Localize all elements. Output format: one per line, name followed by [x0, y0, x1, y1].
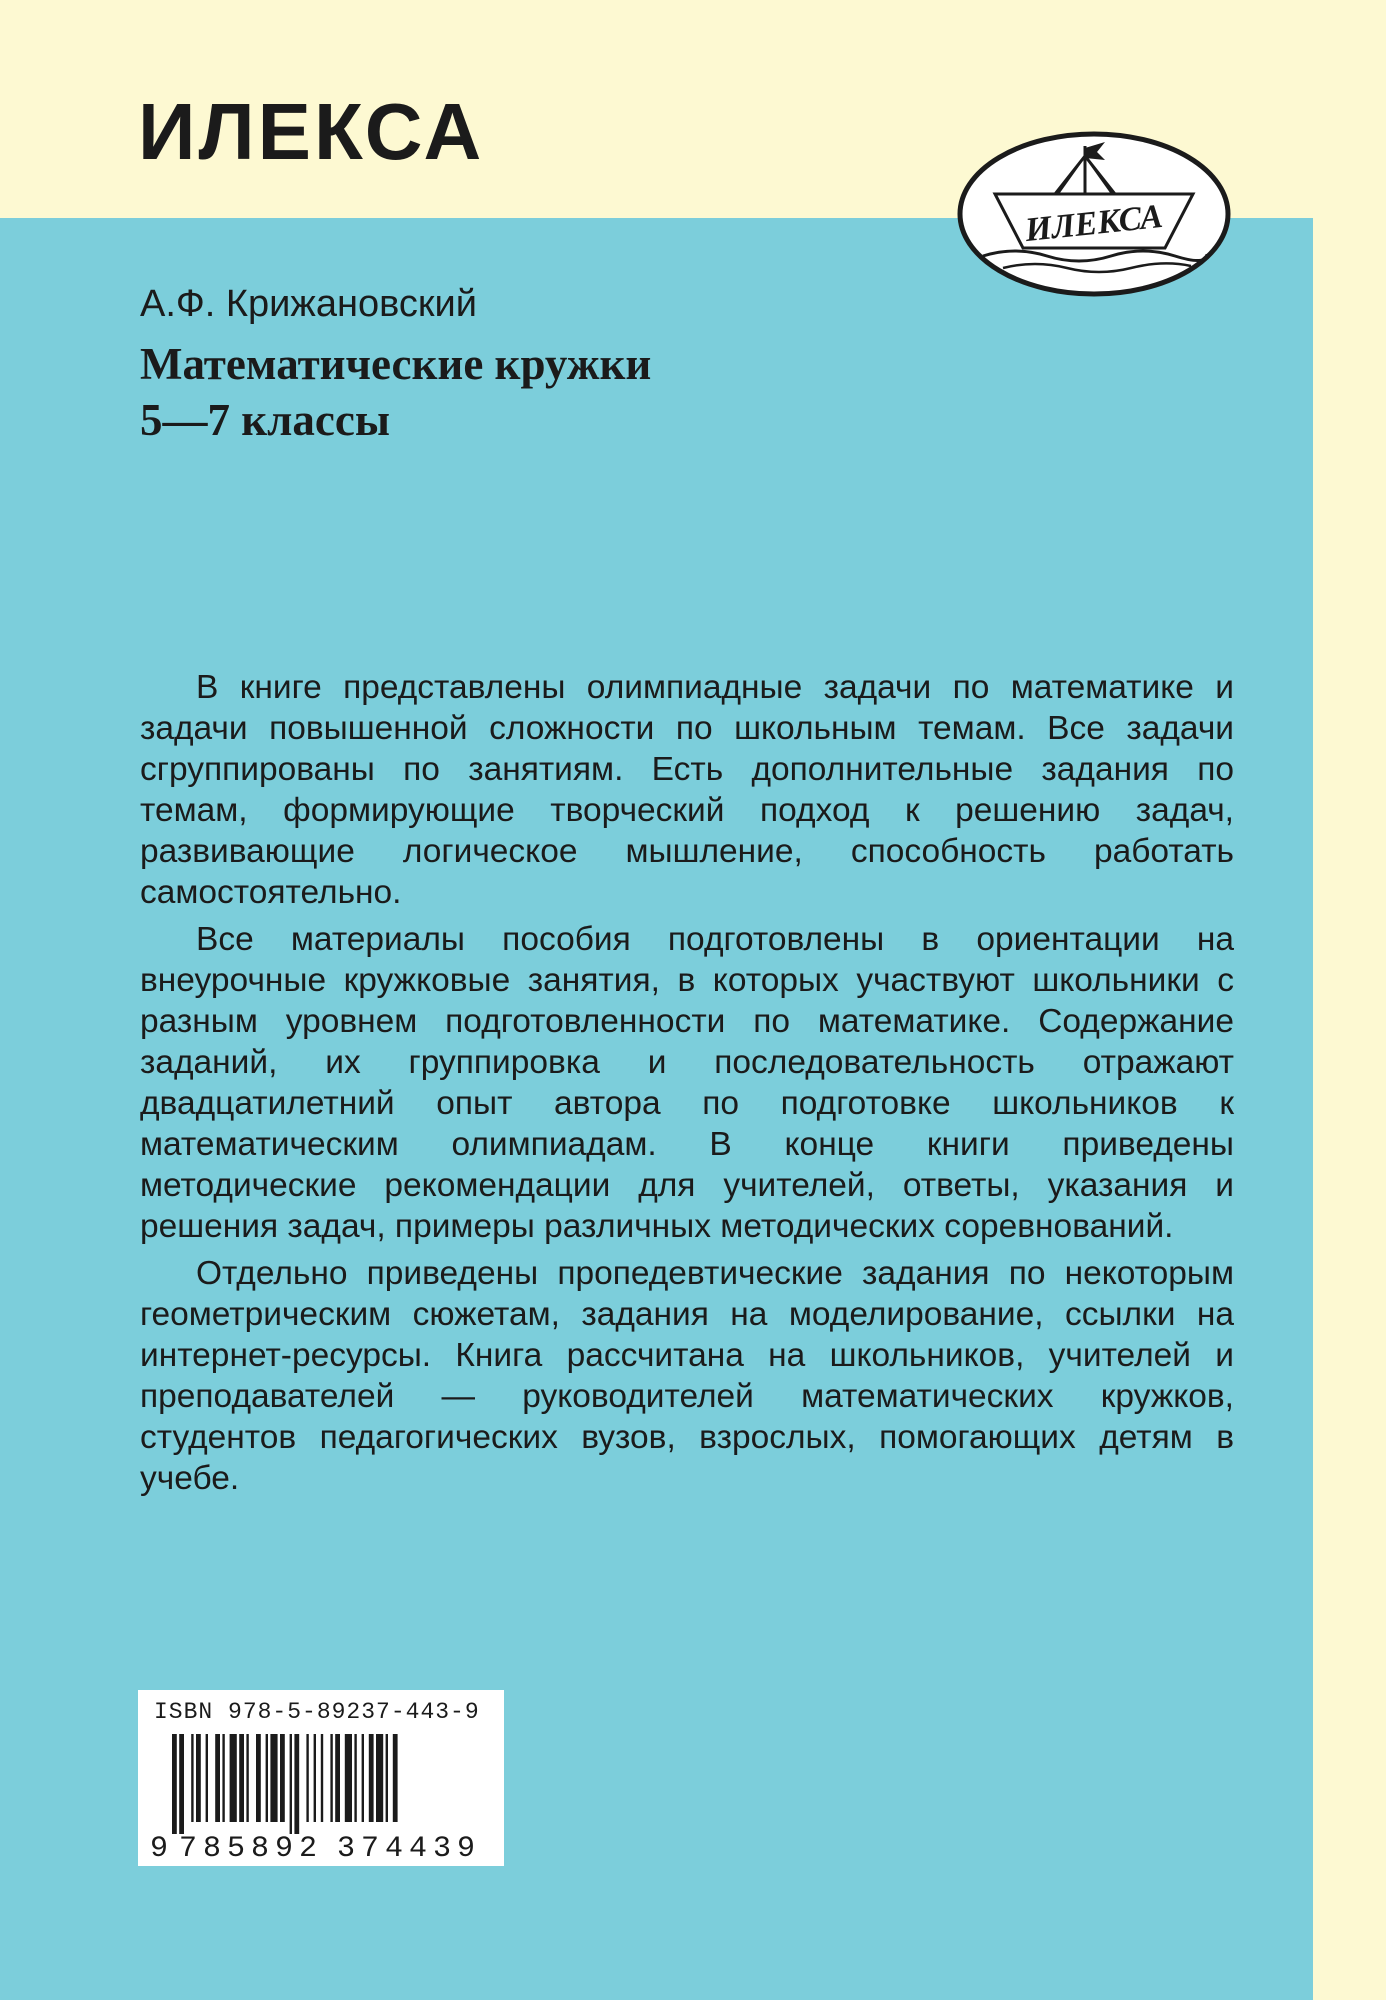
author-name: А.Ф. Крижановский	[140, 283, 477, 325]
barcode-bar	[386, 1734, 388, 1822]
barcode-bar	[280, 1734, 285, 1822]
description-paragraph: Отдельно приведены пропедевтические задания по некоторым геометрическим сюжетам, задания на моделирование, ссылки на интернет-ресурсы. Книга рассчитана на школьников, учителей и преподавателей — руководителей математических кружков, студентов педагогических вузов, взрослых, помогающих детям в учебе.	[140, 1255, 1234, 1497]
book-title	[140, 336, 651, 448]
logo-text: ИЛЕКСА	[1023, 197, 1165, 250]
barcode-bar	[306, 1734, 308, 1822]
barcode-bar	[179, 1734, 184, 1834]
barcode-bar	[270, 1734, 277, 1822]
barcode-bar	[393, 1734, 398, 1822]
book-title-line2: 5—7 классы	[140, 395, 391, 445]
barcode-bar	[222, 1734, 224, 1822]
barcode-bar	[230, 1734, 237, 1822]
isbn-label: ISBN 978-5-89237-443-9	[154, 1699, 480, 1725]
barcode-bar	[321, 1734, 323, 1822]
barcode-bar	[215, 1734, 220, 1822]
sailing-ship-logo-icon	[955, 128, 1233, 300]
barcode-bar	[290, 1734, 292, 1834]
barcode-bar	[256, 1734, 261, 1822]
barcode-bar	[314, 1734, 316, 1822]
barcode-bar	[196, 1734, 201, 1822]
barcode-bar	[266, 1734, 268, 1822]
book-description	[140, 667, 1234, 1505]
barcode-bar	[330, 1734, 332, 1822]
spine-strip	[1313, 218, 1386, 2000]
barcode-bar	[206, 1734, 208, 1822]
description-paragraph: Все материалы пособия подготовлены в ориентации на внеурочные кружковые занятия, в которых участвуют школьники с разным уровнем подготовленности по математике. Содержание заданий, их группировка и последовательность отражают двадцатилетний опыт автора по подготовке школьников к математическим олимпиадам. В конце книги приведены методические рекомендации для учителей, ответы, указания и решения задач, примеры различных методических соревнований.	[140, 921, 1234, 1245]
barcode-bar	[362, 1734, 364, 1822]
barcode-bar	[191, 1734, 193, 1822]
barcode-digits-group1: 785892	[179, 1832, 317, 1859]
barcode-bar	[246, 1734, 248, 1822]
barcode-bar	[376, 1734, 383, 1822]
barcode-bar	[335, 1734, 340, 1822]
description-paragraph: В книге представлены олимпиадные задачи по математике и задачи повышенной сложности по школьным темам. Все задачи сгруппированы по занятиям. Есть дополнительные задания по темам, формирующие творческий подход к решению задач, развивающие логическое мышление, способность работать самостоятельно.	[140, 669, 1234, 911]
book-title-line1: Математические кружки	[140, 339, 652, 389]
barcode-digit-first: 9	[150, 1832, 169, 1859]
barcode-bar	[354, 1734, 356, 1822]
barcode-bar	[172, 1734, 177, 1834]
isbn-barcode-box	[138, 1690, 504, 1866]
barcode-digits-group2: 374439	[337, 1832, 475, 1859]
publisher-wordmark: ИЛЕКСА	[138, 87, 485, 176]
barcode-bar	[369, 1734, 374, 1822]
barcode-icon	[148, 1734, 496, 1859]
barcode-bar	[294, 1734, 299, 1834]
barcode-bar	[345, 1734, 352, 1822]
barcode-bar	[239, 1734, 244, 1822]
